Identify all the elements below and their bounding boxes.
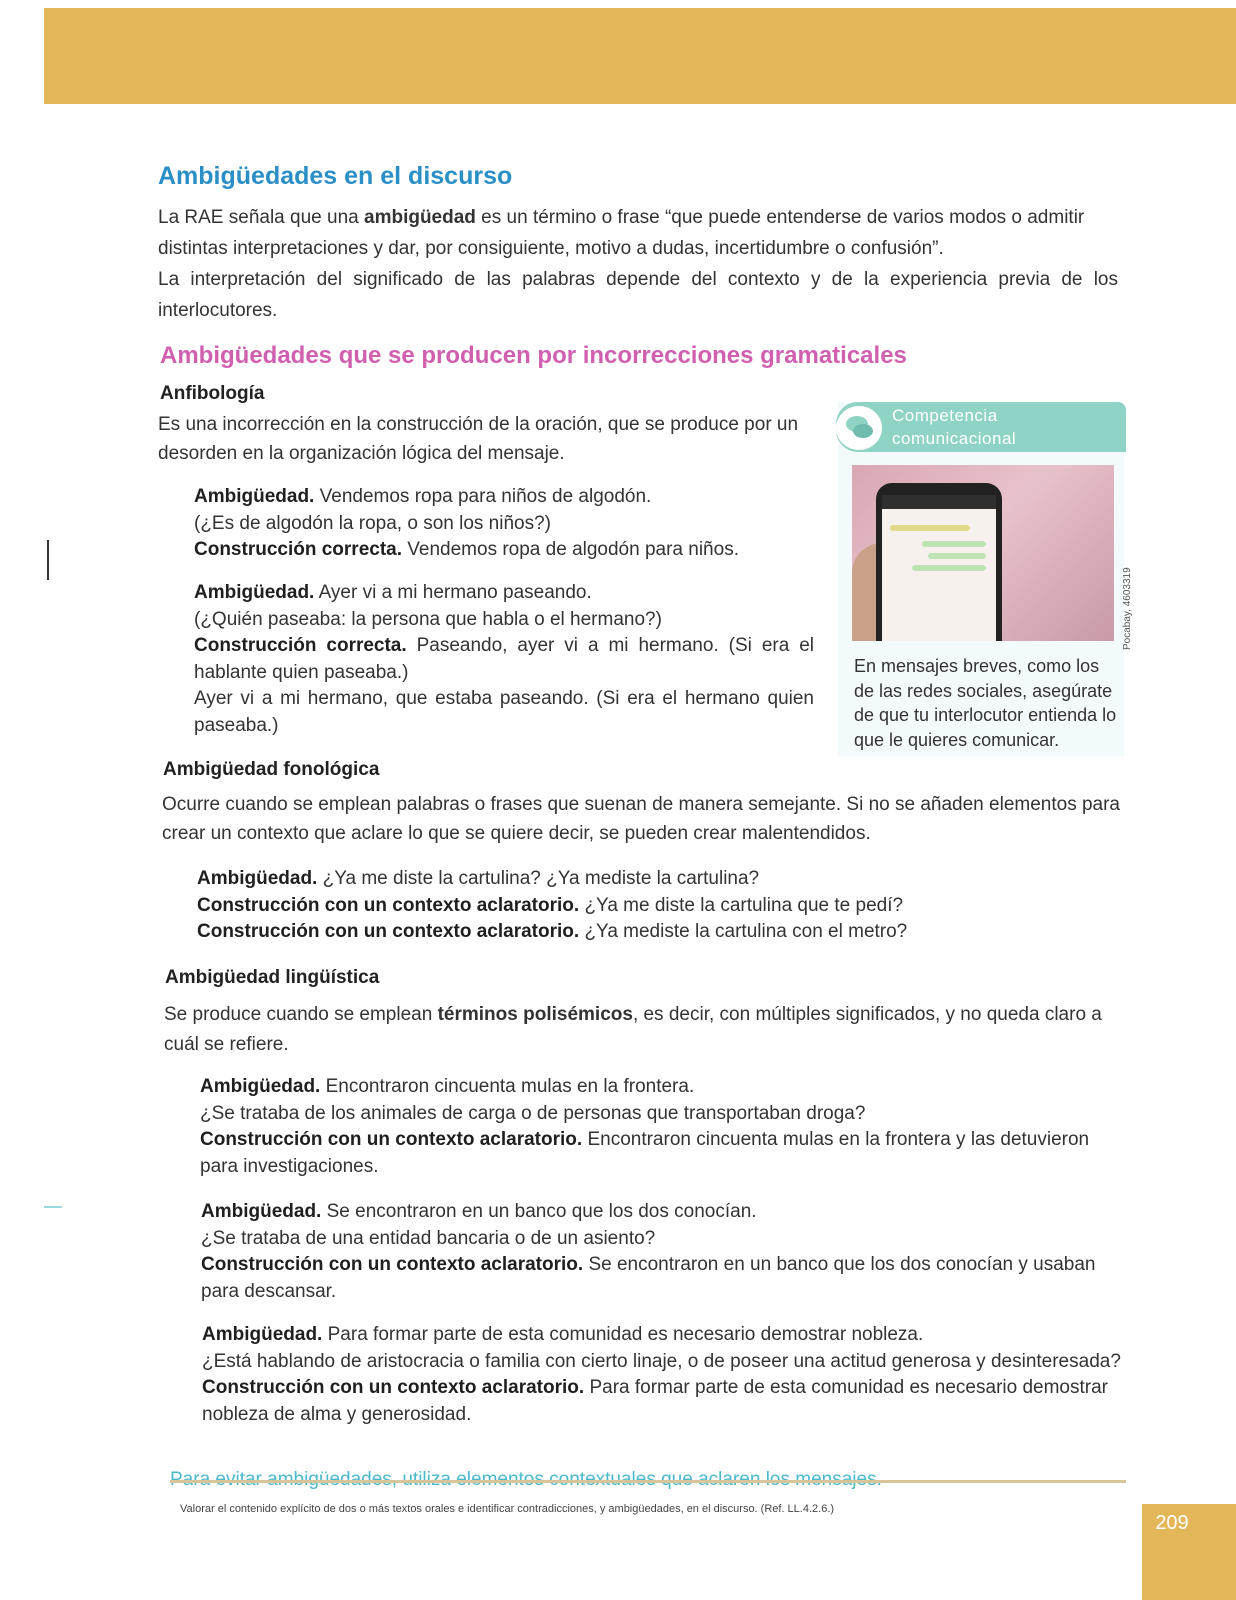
- page-number-box: [1142, 1504, 1236, 1600]
- linguistica-example-1: Ambigüedad. Encontraron cincuenta mulas en la frontera. ¿Se trataba de los animales de carga o de personas que transportaban droga? Construcción con un contexto aclaratorio. Encontraron cincuenta mulas en la frontera y las detuvieron para investigaciones.: [200, 1076, 1090, 1177]
- chat-bubble-icon: [836, 406, 882, 450]
- photo-credit: Pocabay, 4603319: [1122, 567, 1133, 650]
- anfibologia-title: Anfibología: [160, 383, 265, 404]
- scan-mark: [47, 540, 49, 580]
- anfibologia-description: Es una incorrección en la construcción de la oración, que se produce por un desorden en la organización lógica del mensaje.: [158, 414, 799, 464]
- intro-paragraph-2: La interpretación del significado de las palabras depende del contexto y de la experiencia previa de los interlocutores.: [158, 269, 1118, 321]
- sidebar-caption: En mensajes breves, como los de las redes sociales, asegúrate de que tu interlocutor entienda lo que le quieres comunicar.: [854, 656, 1117, 750]
- page-number: 209: [1155, 1512, 1189, 1534]
- anfibologia-example-2: Ambigüedad. Ayer vi a mi hermano paseando. (¿Quién paseaba: la persona que habla o el hermano?) Construcción correcta. Paseando, ayer vi a mi hermano. (Si era el hablante quien paseaba.) Ayer vi a mi hermano, que estaba paseando. (Si era el hermano quien paseaba.): [194, 582, 815, 736]
- linguistica-example-3: Ambigüedad. Para formar parte de esta comunidad es necesario demostrar nobleza. ¿Está hablando de aristocracia o familia con cierto linaje, o de poseer una actitud generosa y desinteresada? Construcción con un contexto aclaratorio. Para formar parte de esta comunidad es necesario demostrar nobleza de alma y generosidad.: [202, 1324, 1121, 1425]
- linguistica-title: Ambigüedad lingüística: [165, 967, 380, 988]
- sidebar-title: Competencia comunicacional: [892, 406, 1017, 448]
- footer-reference: Valorar el contenido explícito de dos o más textos orales e identificar contradicciones, y ambigüedades, en el discurso. (Ref. LL.4.2.6.): [180, 1503, 835, 1515]
- margin-tick: [44, 1206, 62, 1208]
- page-title: Ambigüedades en el discurso: [158, 162, 513, 190]
- top-color-band: [44, 8, 1236, 104]
- linguistica-example-2: Ambigüedad. Se encontraron en un banco que los dos conocían. ¿Se trataba de una entidad bancaria o de un asiento? Construcción con un contexto aclaratorio. Se encontraron en un banco que los dos conocían y usaban para descansar.: [201, 1201, 1096, 1302]
- section-subheading: Ambigüedades que se producen por incorrecciones gramaticales: [160, 342, 907, 369]
- fonologica-description: Ocurre cuando se emplean palabras o frases que suenan de manera semejante. Si no se añaden elementos para crear un contexto que aclare lo que se quiere decir, se pueden crear malentendidos.: [162, 794, 1120, 844]
- smartphone-icon: [876, 483, 1002, 641]
- footer-divider: [170, 1480, 1126, 1483]
- fonologica-title: Ambigüedad fonológica: [163, 759, 380, 780]
- phone-photo: [852, 465, 1114, 641]
- linguistica-description: Se produce cuando se emplean términos polisémicos, es decir, con múltiples significados, y no queda claro a cuál se refiere.: [164, 1004, 1102, 1055]
- intro-paragraph-1: La RAE señala que una ambigüedad es un término o frase “que puede entenderse de varios modos o admitir distintas interpretaciones y dar, por consiguiente, motivo a dudas, incertidumbre o confusión”.: [158, 207, 1085, 259]
- anfibologia-example-1: Ambigüedad. Vendemos ropa para niños de algodón. (¿Es de algodón la ropa, o son los niños?) Construcción correcta. Vendemos ropa de algodón para niños.: [194, 486, 739, 560]
- fonologica-example: Ambigüedad. ¿Ya me diste la cartulina? ¿Ya mediste la cartulina? Construcción con un contexto aclaratorio. ¿Ya me diste la cartulina que te pedí? Construcción con un contexto aclaratorio. ¿Ya mediste la cartulina con el metro?: [197, 868, 908, 942]
